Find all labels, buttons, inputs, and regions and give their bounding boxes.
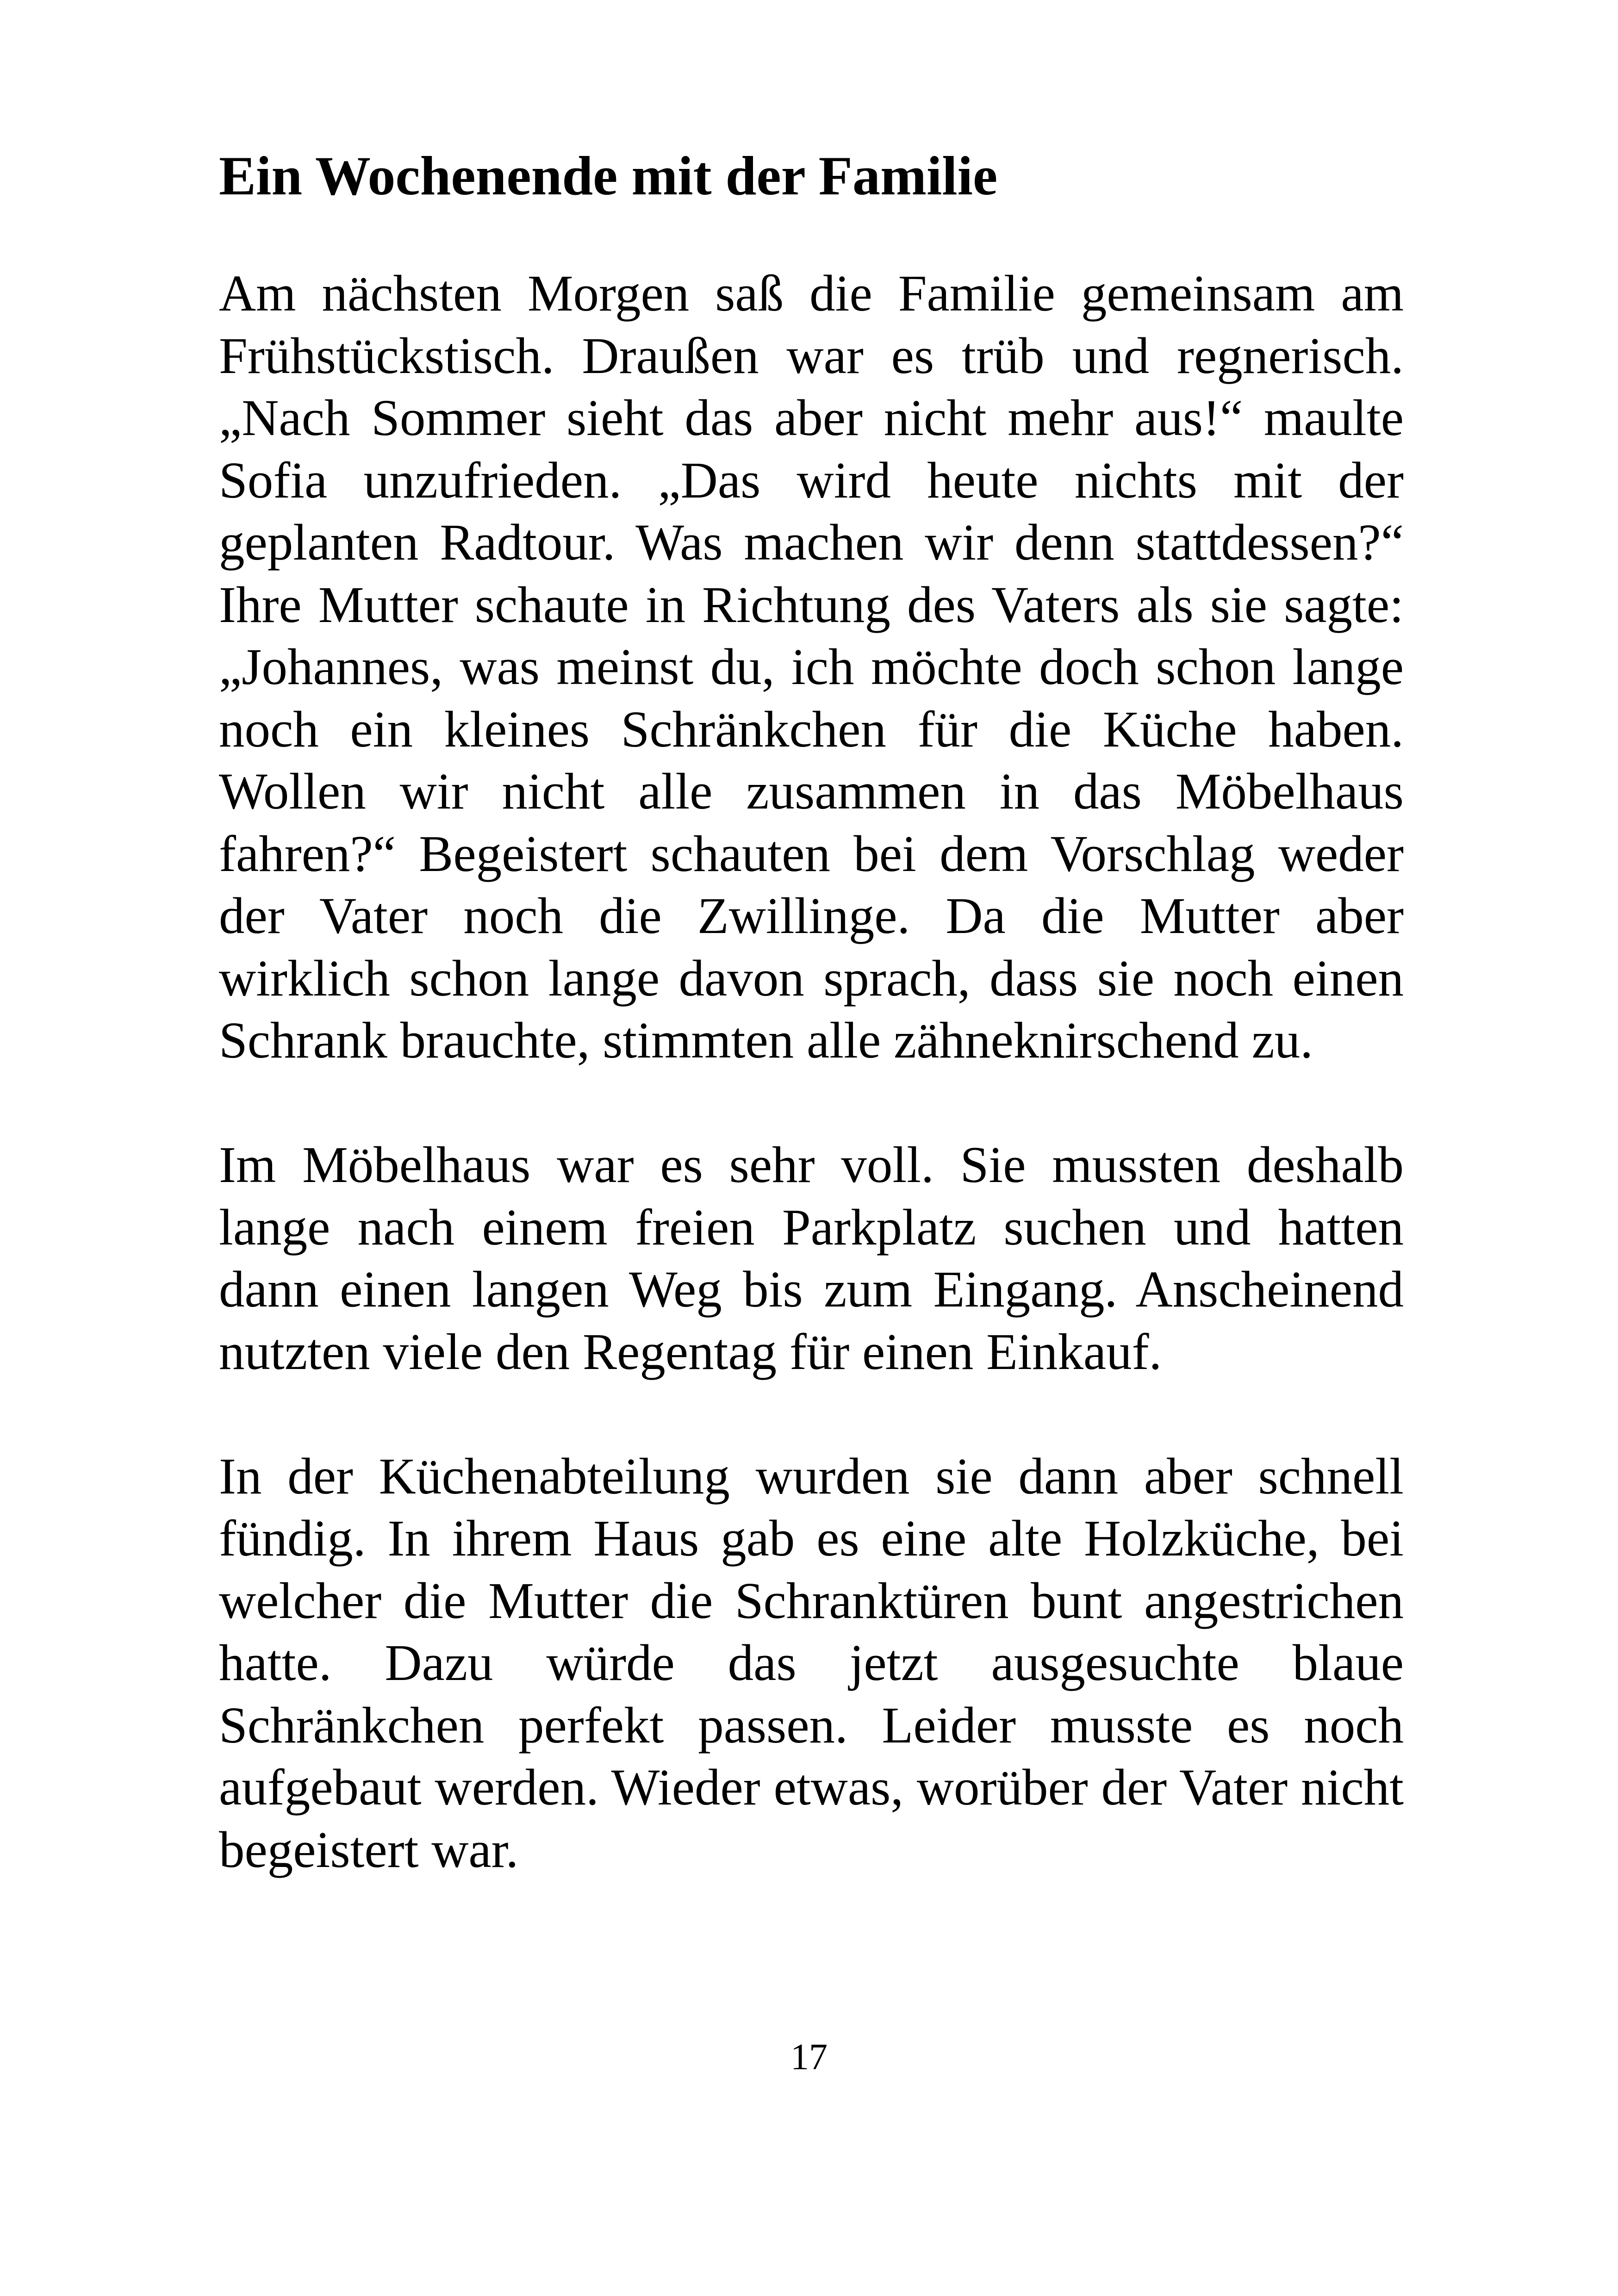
- page-body: [219, 139, 1404, 1881]
- page-number: 17: [790, 2037, 828, 2078]
- chapter-title: Ein Wochenende mit der Familie: [219, 145, 998, 206]
- paragraph-2: Im Möbelhaus war es sehr voll. Sie mussten deshalb lange nach einem freien Parkplatz suchen und hatten dann einen langen Weg bis zum Eingang. Anscheinend nutzten viele den Regentag für einen Einkauf.: [219, 1137, 1404, 1381]
- paragraph-3: In der Küchenabteilung wurden sie dann aber schnell fündig. In ihrem Haus gab es eine alte Holzküche, bei welcher die Mutter die Schranktüren bunt angestrichen hatte. Dazu würde das jetzt ausgesuchte blaue Schränkchen perfekt passen. Leider musste es noch aufgebaut werden. Wieder etwas, worüber der Vater nicht begeistert war.: [219, 1448, 1404, 1879]
- paragraph-1: Am nächsten Morgen saß die Familie gemeinsam am Frühstückstisch. Draußen war es trüb und regnerisch. „Nach Sommer sieht das aber nicht mehr aus!“ maulte Sofia unzufrieden. „Das wird heute nichts mit der geplanten Radtour. Was machen wir denn stattdessen?“ Ihre Mutter schaute in Richtung des Vaters als sie sagte: „Johannes, was meinst du, ich möchte doch schon lange noch ein kleines Schränkchen für die Küche haben. Wollen wir nicht alle zusammen in das Möbelhaus fahren?“ Begeistert schauten bei dem Vorschlag weder der Vater noch die Zwillinge. Da die Mutter aber wirklich schon lange davon sprach, dass sie noch einen Schrank brauchte, stimmten alle zähneknirschend zu.: [219, 265, 1404, 1069]
